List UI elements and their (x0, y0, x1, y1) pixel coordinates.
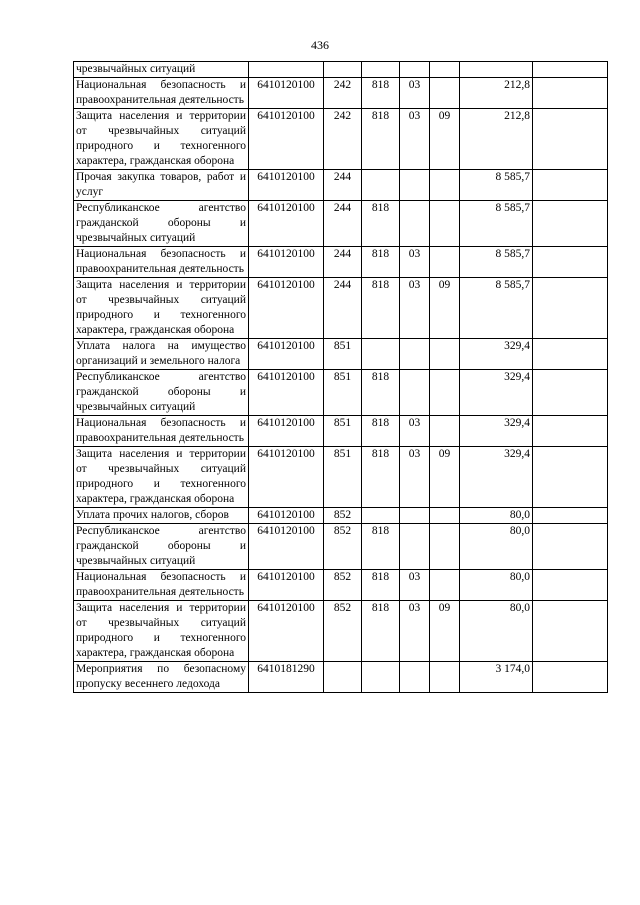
section-code-cell (400, 662, 430, 693)
row-name-cell: Республиканское агентство гражданской обороны и чрезвычайных ситуаций (74, 201, 249, 247)
expense-type-cell: 852 (324, 524, 362, 570)
expense-type-cell (324, 662, 362, 693)
target-code-cell: 6410181290 (249, 662, 324, 693)
section-code-cell: 03 (400, 601, 430, 662)
target-code-cell: 6410120100 (249, 447, 324, 508)
amount-cell: 212,8 (460, 78, 533, 109)
expense-type-cell: 851 (324, 339, 362, 370)
ministry-code-cell (362, 170, 400, 201)
expense-type-cell: 242 (324, 78, 362, 109)
row-name-cell: Национальная безопасность и правоохранительная деятельность (74, 247, 249, 278)
empty-cell (533, 524, 608, 570)
section-code-cell: 03 (400, 570, 430, 601)
row-name-cell: чрезвычайных ситуаций (74, 62, 249, 78)
empty-cell (533, 201, 608, 247)
ministry-code-cell: 818 (362, 109, 400, 170)
row-name-cell: Уплата налога на имущество организаций и земельного налога (74, 339, 249, 370)
target-code-cell: 6410120100 (249, 201, 324, 247)
amount-cell: 80,0 (460, 601, 533, 662)
ministry-code-cell: 818 (362, 570, 400, 601)
amount-cell: 8 585,7 (460, 201, 533, 247)
empty-cell (533, 601, 608, 662)
expense-type-cell: 852 (324, 570, 362, 601)
amount-cell: 8 585,7 (460, 247, 533, 278)
table-row (74, 278, 608, 339)
page-number: 436 (311, 38, 329, 52)
ministry-code-cell (362, 508, 400, 524)
table-row (74, 447, 608, 508)
ministry-code-cell: 818 (362, 601, 400, 662)
subsection-code-cell: 09 (430, 278, 460, 339)
subsection-code-cell (430, 508, 460, 524)
table-row (74, 339, 608, 370)
empty-cell (533, 416, 608, 447)
amount-cell: 80,0 (460, 570, 533, 601)
amount-cell: 8 585,7 (460, 170, 533, 201)
row-name-cell: Национальная безопасность и правоохранительная деятельность (74, 78, 249, 109)
section-code-cell (400, 201, 430, 247)
row-name-cell: Республиканское агентство гражданской обороны и чрезвычайных ситуаций (74, 524, 249, 570)
target-code-cell: 6410120100 (249, 370, 324, 416)
subsection-code-cell (430, 416, 460, 447)
section-code-cell: 03 (400, 247, 430, 278)
target-code-cell: 6410120100 (249, 339, 324, 370)
table-row (74, 662, 608, 693)
table-row (74, 601, 608, 662)
row-name-cell: Защита населения и территории от чрезвычайных ситуаций природного и техногенного характера, гражданская оборона (74, 447, 249, 508)
section-code-cell (400, 339, 430, 370)
section-code-cell (400, 170, 430, 201)
amount-cell: 329,4 (460, 447, 533, 508)
empty-cell (533, 109, 608, 170)
expense-type-cell: 244 (324, 247, 362, 278)
expense-type-cell (324, 62, 362, 78)
empty-cell (533, 570, 608, 601)
amount-cell: 329,4 (460, 370, 533, 416)
subsection-code-cell: 09 (430, 109, 460, 170)
subsection-code-cell (430, 247, 460, 278)
subsection-code-cell (430, 339, 460, 370)
empty-cell (533, 662, 608, 693)
section-code-cell (400, 370, 430, 416)
empty-cell (533, 370, 608, 416)
section-code-cell: 03 (400, 416, 430, 447)
ministry-code-cell: 818 (362, 447, 400, 508)
target-code-cell: 6410120100 (249, 601, 324, 662)
ministry-code-cell (362, 662, 400, 693)
expense-type-cell: 244 (324, 278, 362, 339)
subsection-code-cell (430, 370, 460, 416)
row-name-cell: Национальная безопасность и правоохранительная деятельность (74, 570, 249, 601)
ministry-code-cell (362, 62, 400, 78)
empty-cell (533, 447, 608, 508)
row-name-cell: Уплата прочих налогов, сборов (74, 508, 249, 524)
ministry-code-cell: 818 (362, 247, 400, 278)
expense-type-cell: 852 (324, 508, 362, 524)
empty-cell (533, 247, 608, 278)
section-code-cell: 03 (400, 447, 430, 508)
expense-type-cell: 851 (324, 447, 362, 508)
table-row (74, 570, 608, 601)
table-row (74, 201, 608, 247)
target-code-cell: 6410120100 (249, 508, 324, 524)
subsection-code-cell (430, 170, 460, 201)
empty-cell (533, 508, 608, 524)
target-code-cell: 6410120100 (249, 278, 324, 339)
table-row (74, 508, 608, 524)
subsection-code-cell (430, 570, 460, 601)
section-code-cell (400, 62, 430, 78)
ministry-code-cell (362, 339, 400, 370)
subsection-code-cell (430, 524, 460, 570)
subsection-code-cell: 09 (430, 601, 460, 662)
table-row (74, 170, 608, 201)
amount-cell: 80,0 (460, 508, 533, 524)
table-row (74, 78, 608, 109)
row-name-cell: Защита населения и территории от чрезвычайных ситуаций природного и техногенного характера, гражданская оборона (74, 109, 249, 170)
table-row (74, 524, 608, 570)
row-name-cell: Защита населения и территории от чрезвычайных ситуаций природного и техногенного характера, гражданская оборона (74, 601, 249, 662)
table-row (74, 247, 608, 278)
amount-cell: 8 585,7 (460, 278, 533, 339)
expense-type-cell: 242 (324, 109, 362, 170)
row-name-cell: Прочая закупка товаров, работ и услуг (74, 170, 249, 201)
amount-cell (460, 62, 533, 78)
target-code-cell: 6410120100 (249, 170, 324, 201)
expense-type-cell: 852 (324, 601, 362, 662)
amount-cell: 80,0 (460, 524, 533, 570)
row-name-cell: Национальная безопасность и правоохранительная деятельность (74, 416, 249, 447)
row-name-cell: Республиканское агентство гражданской обороны и чрезвычайных ситуаций (74, 370, 249, 416)
amount-cell: 3 174,0 (460, 662, 533, 693)
empty-cell (533, 170, 608, 201)
target-code-cell: 6410120100 (249, 78, 324, 109)
section-code-cell: 03 (400, 78, 430, 109)
target-code-cell: 6410120100 (249, 247, 324, 278)
target-code-cell: 6410120100 (249, 109, 324, 170)
section-code-cell (400, 524, 430, 570)
table-row (74, 109, 608, 170)
expense-type-cell: 851 (324, 370, 362, 416)
amount-cell: 212,8 (460, 109, 533, 170)
empty-cell (533, 278, 608, 339)
ministry-code-cell: 818 (362, 370, 400, 416)
ministry-code-cell: 818 (362, 78, 400, 109)
ministry-code-cell: 818 (362, 524, 400, 570)
amount-cell: 329,4 (460, 339, 533, 370)
target-code-cell: 6410120100 (249, 416, 324, 447)
table-row (74, 416, 608, 447)
target-code-cell: 6410120100 (249, 570, 324, 601)
table-row (74, 370, 608, 416)
row-name-cell: Защита населения и территории от чрезвычайных ситуаций природного и техногенного характера, гражданская оборона (74, 278, 249, 339)
section-code-cell: 03 (400, 278, 430, 339)
amount-cell: 329,4 (460, 416, 533, 447)
target-code-cell: 6410120100 (249, 524, 324, 570)
table-row (74, 62, 608, 78)
subsection-code-cell: 09 (430, 447, 460, 508)
subsection-code-cell (430, 62, 460, 78)
ministry-code-cell: 818 (362, 416, 400, 447)
empty-cell (533, 78, 608, 109)
section-code-cell: 03 (400, 109, 430, 170)
expense-type-cell: 244 (324, 170, 362, 201)
ministry-code-cell: 818 (362, 201, 400, 247)
subsection-code-cell (430, 201, 460, 247)
expense-type-cell: 244 (324, 201, 362, 247)
expense-type-cell: 851 (324, 416, 362, 447)
row-name-cell: Мероприятия по безопасному пропуску весеннего ледохода (74, 662, 249, 693)
ministry-code-cell: 818 (362, 278, 400, 339)
budget-table (73, 61, 608, 693)
empty-cell (533, 62, 608, 78)
target-code-cell (249, 62, 324, 78)
subsection-code-cell (430, 662, 460, 693)
section-code-cell (400, 508, 430, 524)
subsection-code-cell (430, 78, 460, 109)
empty-cell (533, 339, 608, 370)
